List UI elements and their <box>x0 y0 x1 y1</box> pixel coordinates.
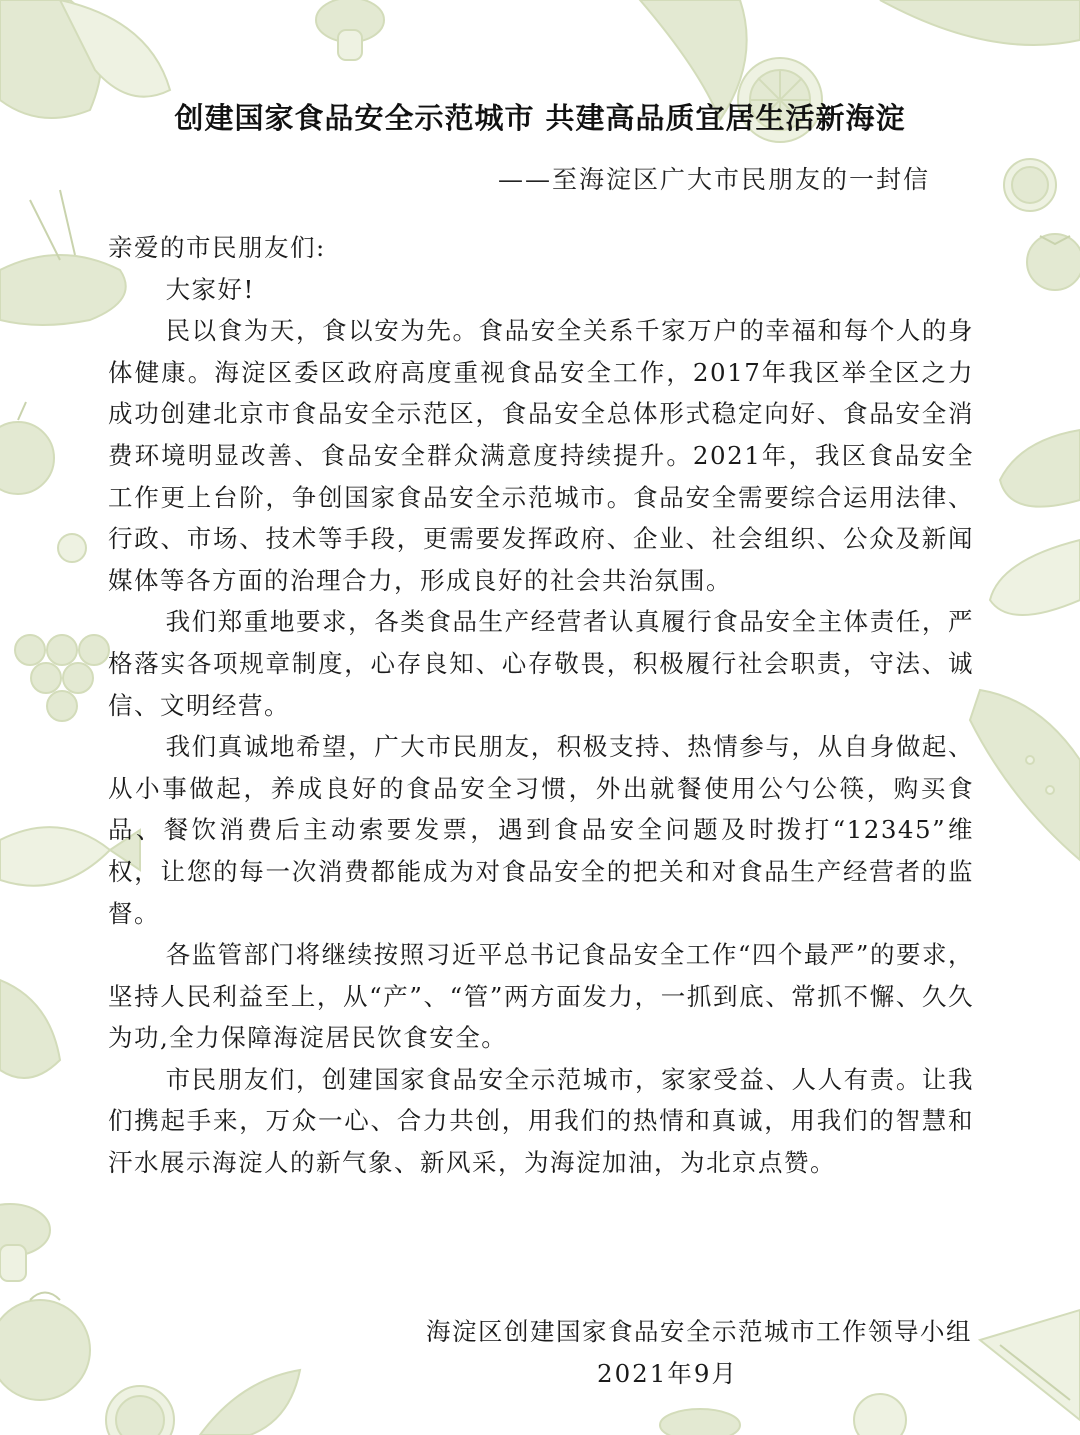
salutation: 亲爱的市民朋友们: <box>108 233 326 262</box>
letter-body <box>108 227 974 1184</box>
letter-subtitle: ——至海淀区广大市民朋友的一封信 <box>497 165 930 194</box>
letter-date: 2021年9月 <box>597 1359 738 1388</box>
paragraph: 我们真诚地希望，广大市民朋友，积极支持、热情参与，从自身做起、从小事做起，养成良好的食品安全习惯，外出就餐使用公勺公筷，购买食品、餐饮消费后主动索要发票，遇到食品安全问题及时拨打“12345”维权，让您的每一次消费都能成为对食品安全的把关和对食品生产经营者的监督。 <box>108 732 974 928</box>
greeting: 大家好! <box>165 274 255 304</box>
letter-title: 创建国家食品安全示范城市 共建高品质宜居生活新海淀 <box>174 101 906 135</box>
paragraph: 各监管部门将继续按照习近平总书记食品安全工作“四个最严”的要求，坚持人民利益至上，从“产”、“管”两方面发力，一抓到底、常抓不懈、久久为功,全力保障海淀居民饮食安全。 <box>108 940 974 1053</box>
paragraph: 我们郑重地要求，各类食品生产经营者认真履行食品安全主体责任，严格落实各项规章制度，心存良知、心存敬畏，积极履行社会职责，守法、诚信、文明经营。 <box>108 607 974 720</box>
signature: 海淀区创建国家食品安全示范城市工作领导小组 <box>426 1317 972 1346</box>
paragraph: 民以食为天，食以安为先。食品安全关系千家万户的幸福和每个人的身体健康。海淀区委区政府高度重视食品安全工作，2017年我区举全区之力成功创建北京市食品安全示范区，食品安全总体形式稳定向好、食品安全消费环境明显改善、食品安全群众满意度持续提升。2021年，我区食品安全工作更上台阶，争创国家食品安全示范城市。食品安全需要综合运用法律、行政、市场、技术等手段，更需要发挥政府、企业、社会组织、公众及新闻媒体等各方面的治理合力，形成良好的社会共治氛围。 <box>108 316 974 595</box>
paragraph: 市民朋友们，创建国家食品安全示范城市，家家受益、人人有责。让我们携起手来，万众一心、合力共创，用我们的热情和真诚，用我们的智慧和汗水展示海淀人的新气象、新风采，为海淀加油，为北京点赞。 <box>108 1064 974 1178</box>
